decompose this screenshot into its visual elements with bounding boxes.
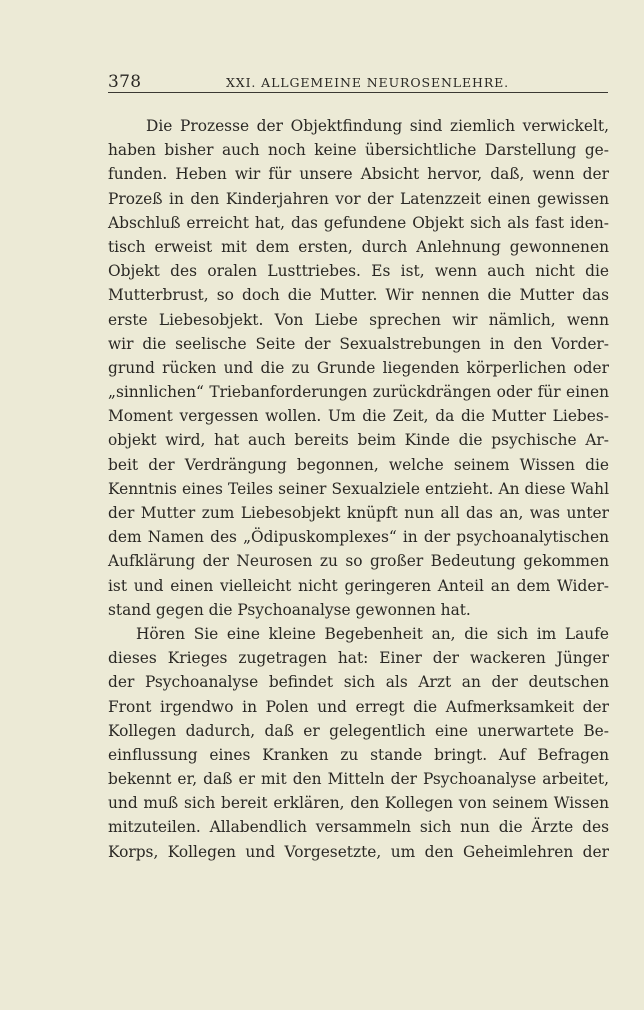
text-line: Kenntnis eines Teiles seiner Sexualziele entzieht. An diese Wahl	[108, 479, 609, 498]
text-line: dieses Krieges zugetragen hat: Einer der wackeren Jünger	[108, 649, 609, 668]
text-line: beit der Verdrängung begonnen, welche seinem Wissen die	[108, 455, 609, 474]
text-line: erste Liebesobjekt. Von Liebe sprechen wir nämlich, wenn	[108, 310, 609, 329]
text-line: einflussung eines Kranken zu stande bringt. Auf Befragen	[108, 745, 609, 764]
text-line: Hören Sie eine kleine Begebenheit an, die sich im Laufe	[136, 624, 609, 643]
text-line: bekennt er, daß er mit den Mitteln der Psychoanalyse arbeitet,	[108, 770, 609, 789]
text-line: „sinnlichen“ Triebanforderungen zurückdrängen oder für einen	[108, 383, 609, 402]
text-line: Mutterbrust, so doch die Mutter. Wir nennen die Mutter das	[108, 286, 609, 305]
page-header	[108, 70, 608, 93]
text-line: Die Prozesse der Objektfindung sind ziemlich verwickelt,	[146, 117, 609, 135]
text-line: grund rücken und die zu Grunde liegenden körperlichen oder	[108, 358, 609, 377]
text-line: Abschluß erreicht hat, das gefundene Objekt sich als fast iden-	[108, 213, 609, 232]
text-line: Korps, Kollegen und Vorgesetzte, um den Geheimlehren der	[108, 842, 609, 861]
body-text	[108, 114, 609, 864]
text-line: und muß sich bereit erklären, den Kollegen von seinem Wissen	[108, 794, 609, 813]
text-line: der Mutter zum Liebesobjekt knüpft nun all das an, was unter	[108, 504, 609, 522]
text-line: Prozeß in den Kinderjahren vor der Latenzzeit einen gewissen	[108, 189, 609, 208]
text-line: Front irgendwo in Polen und erregt die Aufmerksamkeit der	[108, 697, 609, 716]
text-line: haben bisher auch noch keine übersichtliche Darstellung ge-	[108, 141, 609, 160]
text-line: wir die seelische Seite der Sexualstrebungen in den Vorder-	[108, 334, 609, 353]
text-line: Kollegen dadurch, daß er gelegentlich eine unerwartete Be-	[108, 721, 609, 740]
page-number: 378	[108, 72, 142, 92]
text-line: dem Namen des „Ödipuskomplexes“ in der psychoanalytischen	[108, 528, 609, 547]
running-title: XXI. ALLGEMEINE NEUROSENLEHRE.	[226, 75, 510, 90]
text-line: stand gegen die Psychoanalyse gewonnen hat.	[108, 600, 471, 619]
text-line: Objekt des oralen Lusttriebes. Es ist, wenn auch nicht die	[108, 262, 609, 281]
text-line: objekt wird, hat auch bereits beim Kinde die psychische Ar-	[108, 431, 609, 450]
text-line: tisch erweist mit dem ersten, durch Anlehnung gewonnenen	[108, 237, 609, 256]
text-line: funden. Heben wir für unsere Absicht hervor, daß, wenn der	[108, 165, 609, 184]
text-line: Moment vergessen wollen. Um die Zeit, da die Mutter Liebes-	[108, 407, 609, 426]
text-line: ist und einen vielleicht nicht geringeren Anteil an dem Wider-	[108, 576, 609, 595]
text-line: der Psychoanalyse befindet sich als Arzt an der deutschen	[108, 673, 609, 692]
text-line: mitzuteilen. Allabendlich versammeln sich nun die Ärzte des	[108, 818, 609, 837]
text-line: Aufklärung der Neurosen zu so großer Bedeutung gekommen	[108, 552, 609, 571]
